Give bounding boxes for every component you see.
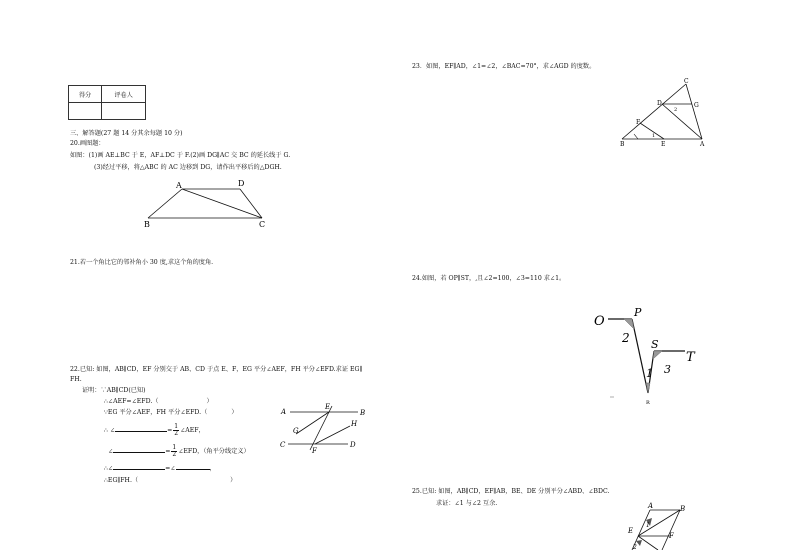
- q25-line1: 25.已知: 如图，AB∥CD，EF∥AB，BE、DE 分别平分∠ABD、∠BDC.: [412, 488, 610, 495]
- grader-header: 评卷人: [102, 86, 146, 103]
- label-2: 2: [633, 544, 637, 550]
- label-2: 2: [622, 331, 630, 345]
- label-3: 3: [664, 363, 671, 376]
- grader-cell: [102, 103, 146, 120]
- label-F: F: [669, 532, 674, 540]
- fraction-half-2: $\frac{1}{2}$: [172, 444, 177, 458]
- label-E: E: [628, 527, 634, 535]
- label-F: F: [636, 119, 641, 126]
- q23-figure: [614, 76, 714, 148]
- q20-figure: [140, 176, 275, 231]
- label-C: C: [280, 441, 286, 449]
- step3-prefix: ∴ ∠: [104, 427, 116, 434]
- proof-step1: [104, 398, 213, 406]
- label-2: 2: [674, 107, 678, 113]
- proof-title: 证明：∵AB∥CD(已知): [82, 387, 146, 394]
- step5-end: ，: [209, 465, 216, 472]
- label-C: C: [684, 78, 689, 85]
- step4-prefix: ∠: [108, 448, 114, 455]
- proof-step6: [104, 477, 236, 485]
- label-F: F: [312, 447, 317, 455]
- label-H: H: [351, 420, 358, 428]
- step1-end: ）: [206, 398, 213, 405]
- q25-figure: [624, 498, 694, 550]
- q24-text: 24.如图，若 OP∥ST，,且∠2=100，∠3=110 求∠1。: [412, 275, 566, 282]
- label-A: A: [176, 181, 182, 190]
- step2-end: ）: [231, 409, 238, 416]
- label-C: C: [259, 220, 266, 229]
- label-G: G: [694, 102, 699, 109]
- step2-text: ∵EG 平分∠AEF，FH 平分∠EFD.（: [104, 409, 208, 416]
- score-cell: [69, 103, 102, 120]
- step6-text: ∴EG∥FH.（: [104, 477, 139, 484]
- label-D: D: [238, 179, 245, 188]
- step3-suffix: ∠AEF，: [180, 427, 205, 434]
- step3-eq: =: [167, 427, 173, 434]
- label-1: 1: [652, 133, 656, 139]
- q25-line2: 求证：∠1 与∠2 互余.: [436, 500, 498, 507]
- step4-eq: =: [165, 448, 171, 455]
- label-O: O: [594, 314, 605, 329]
- label-B: B: [620, 141, 625, 148]
- proof-step4: [108, 445, 250, 459]
- label-G: G: [293, 427, 299, 435]
- q20-number: 20.画图题：: [70, 140, 105, 147]
- step5-blank-1[interactable]: [113, 469, 165, 470]
- q22-line1: 22.已知: 如图，AB∥CD，EF 分别交于 AB、CD 于点 E、F，EG 平分∠AEF，FH 平分∠EFD.求证 EG∥: [70, 366, 363, 373]
- label-B: B: [144, 220, 150, 229]
- step5-eq: =∠: [165, 465, 176, 472]
- step6-end: ）: [230, 477, 237, 484]
- label-S: S: [651, 338, 659, 351]
- q23-text: 23．如图，EF∥AD，∠1=∠2，∠BAC=70°，求∠AGD 的度数。: [412, 63, 596, 70]
- label-A: A: [700, 141, 705, 148]
- q21-text: 21.若一个角比它的邻补角小 30 度,求这个角的度角.: [70, 259, 214, 266]
- step5-blank-2[interactable]: [176, 469, 210, 470]
- q22-line2: FH.: [70, 376, 82, 383]
- fraction-half: $\frac{1}{2}$: [174, 423, 179, 437]
- score-table: [68, 85, 146, 120]
- proof-step3: [104, 424, 205, 438]
- step1-text: ∴∠AEF=∠EFD.（: [104, 398, 159, 405]
- proof-step2: [104, 409, 238, 417]
- label-D: D: [657, 100, 662, 107]
- q22-figure: [280, 400, 370, 460]
- q20-line1: 如图：(1)画 AE⊥BC 于 E，AF⊥DC 于 F.(2)画 DG∥AC 交 BC 的延长线于 G.: [70, 152, 291, 159]
- step4-suffix: ∠EFD，（角平分线定义）: [178, 448, 250, 455]
- label-D: D: [350, 441, 356, 449]
- q24-figure: [590, 305, 705, 410]
- label-A: A: [648, 502, 654, 510]
- q20-line2: (3)经过平移，将△ABC 的 AC 边移到 DG，请作出平移后的△DGH.: [94, 164, 282, 171]
- label-E: E: [661, 141, 666, 148]
- proof-step5: [104, 465, 216, 473]
- label-E: E: [325, 403, 331, 411]
- label-R: R: [646, 400, 650, 406]
- label-1: 1: [646, 367, 653, 380]
- step4-blank[interactable]: [113, 452, 165, 453]
- label-B: B: [680, 505, 686, 513]
- label-1: 1: [646, 522, 650, 529]
- step5-prefix: ∴∠: [104, 465, 114, 472]
- section-header: 三、解答题(27 题 14 分其余每题 10 分): [70, 130, 183, 137]
- label-P: P: [634, 306, 642, 319]
- label-A: A: [281, 408, 287, 416]
- label-T: T: [686, 350, 695, 365]
- step3-blank[interactable]: [115, 431, 167, 432]
- label-B: B: [360, 409, 366, 417]
- score-header: 得分: [69, 86, 102, 103]
